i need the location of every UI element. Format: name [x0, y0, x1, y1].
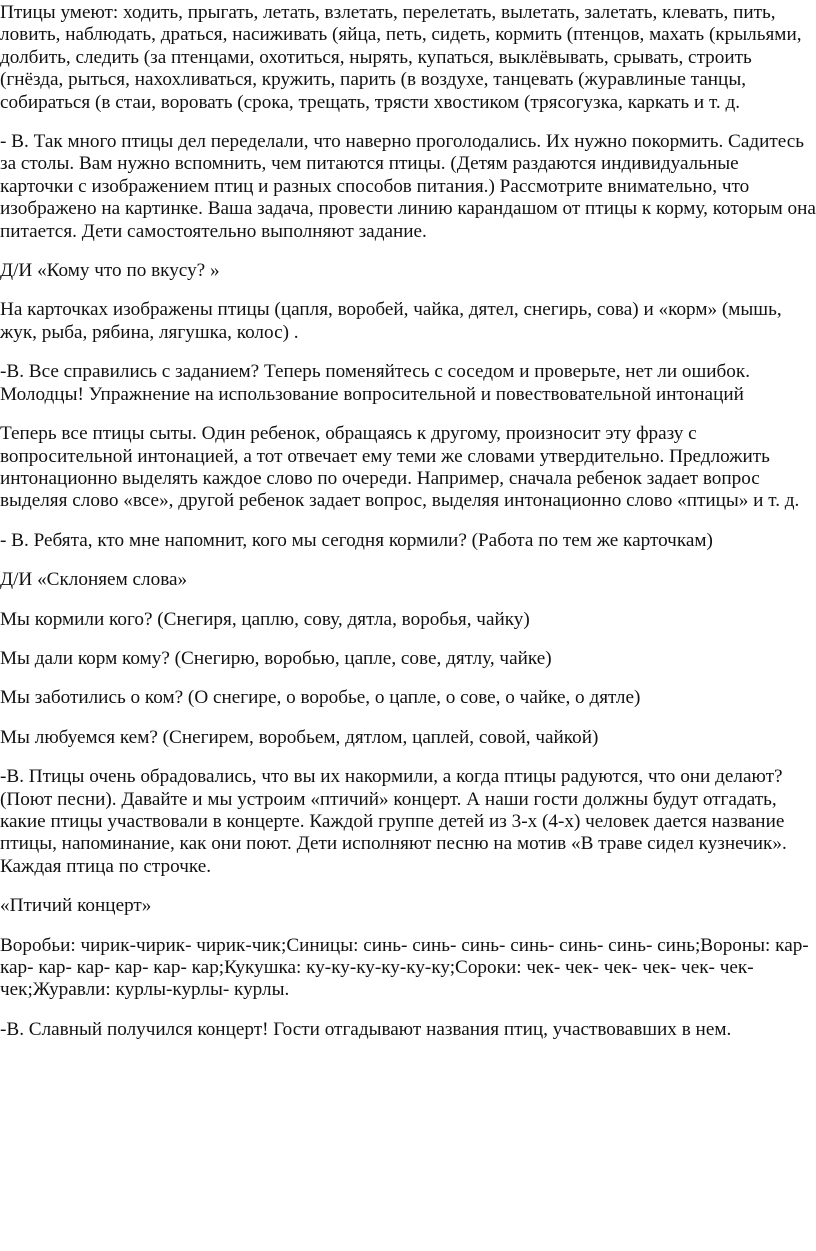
declension-dative: Мы дали корм кому? (Снегирю, воробью, цапле, сове, дятлу, чайке)	[0, 647, 552, 669]
paragraph-check: -В. Все справились с заданием? Теперь поменяйтесь с соседом и проверьте, нет ли ошибок. Молодцы! Упражнение на использование вопросительной и повествовательной интонаций	[0, 361, 751, 405]
paragraph-intonation: Теперь все птицы сыты. Один ребенок, обращаясь к другому, произносит эту фразу с вопросительной интонацией, а тот отвечает ему теми же словами утвердительно. Предложить интонационно выделять каждое слово по очереди. Например, сначала ребенок задает вопрос выделяя слово «все», другой ребенок задает вопрос, выделяя интонационно слово «птицы» и т. д.	[0, 423, 800, 512]
paragraph-cards: На карточках изображены птицы (цапля, воробей, чайка, дятел, снегирь, сова) и «корм» (мышь, жук, рыба, рябина, лягушка, колос) .	[0, 299, 782, 343]
declension-instrumental: Мы любуемся кем? (Снегирем, воробьем, дятлом, цаплей, совой, чайкой)	[0, 726, 599, 748]
paragraph-who-fed: - В. Ребята, кто мне напомнит, кого мы сегодня кормили? (Работа по тем же карточкам)	[0, 529, 713, 551]
paragraph-concert-end: -В. Славный получился концерт! Гости отгадывают названия птиц, участвовавших в нем.	[0, 1018, 732, 1040]
paragraph-feeding-task: - В. Так много птицы дел переделали, что наверно проголодались. Их нужно покормить. Садитесь за столы. Вам нужно вспомнить, чем питаются птицы. (Детям раздаются индивидуальные карточки с изображением птиц и разных способов питания.) Рассмотрите внимательно, что изображено на картинке. Ваша задача, провести линию карандашом от птицы к корму, которым она питается. Дети самостоятельно выполняют задание.	[0, 131, 816, 242]
concert-title: «Птичий концерт»	[0, 895, 152, 917]
game-title-declension: Д/И «Склоняем слова»	[0, 569, 188, 591]
game-title-taste: Д/И «Кому что по вкусу? »	[0, 260, 220, 282]
paragraph-bird-actions: Птицы умеют: ходить, прыгать, летать, взлетать, перелетать, вылетать, залетать, клевать, пить, ловить, наблюдать, драться, насиживать (яйца, петь, сидеть, кормить (птенцов, махать (крыльями, долбить, следить (за птенцами, охотиться, нырять, купаться, выклёвывать, срывать, строить (гнёзда, рыться, нахохливаться, кружить, парить (в воздухе, танцевать (журавлиные танцы, собираться (в стаи, воровать (срока, трещать, трясти хвостиком (трясогузка, каркать и т. д.	[0, 2, 802, 113]
declension-accusative: Мы кормили кого? (Снегиря, цаплю, сову, дятла, воробья, чайку)	[0, 608, 530, 630]
paragraph-concert-intro: -В. Птицы очень обрадовались, что вы их накормили, а когда птицы радуются, что они делают? (Поют песни). Давайте и мы устроим «птичий» концерт. А наши гости должны будут отгадать, какие птицы участвовали в концерте. Каждой группе детей из 3-х (4-х) человек дается название птицы, напоминание, как они поют. Дети исполняют песню на мотив «В траве сидел кузнечик». Каждая птица по строчке.	[0, 766, 787, 877]
declension-prepositional: Мы заботились о ком? (О снегире, о воробье, о цапле, о сове, о чайке, о дятле)	[0, 687, 641, 709]
paragraph-concert-lyrics: Воробьи: чирик-чирик- чирик-чик;Синицы: синь- синь- синь- синь- синь- синь- синь;Вороны: кар- кар- кар- кар- кар- кар- кар;Кукушка: ку-ку-ку-ку-ку-ку;Сороки: чек- чек- чек- чек- чек- чек- чек;Журавли: курлы-курлы- курлы.	[0, 934, 809, 1001]
